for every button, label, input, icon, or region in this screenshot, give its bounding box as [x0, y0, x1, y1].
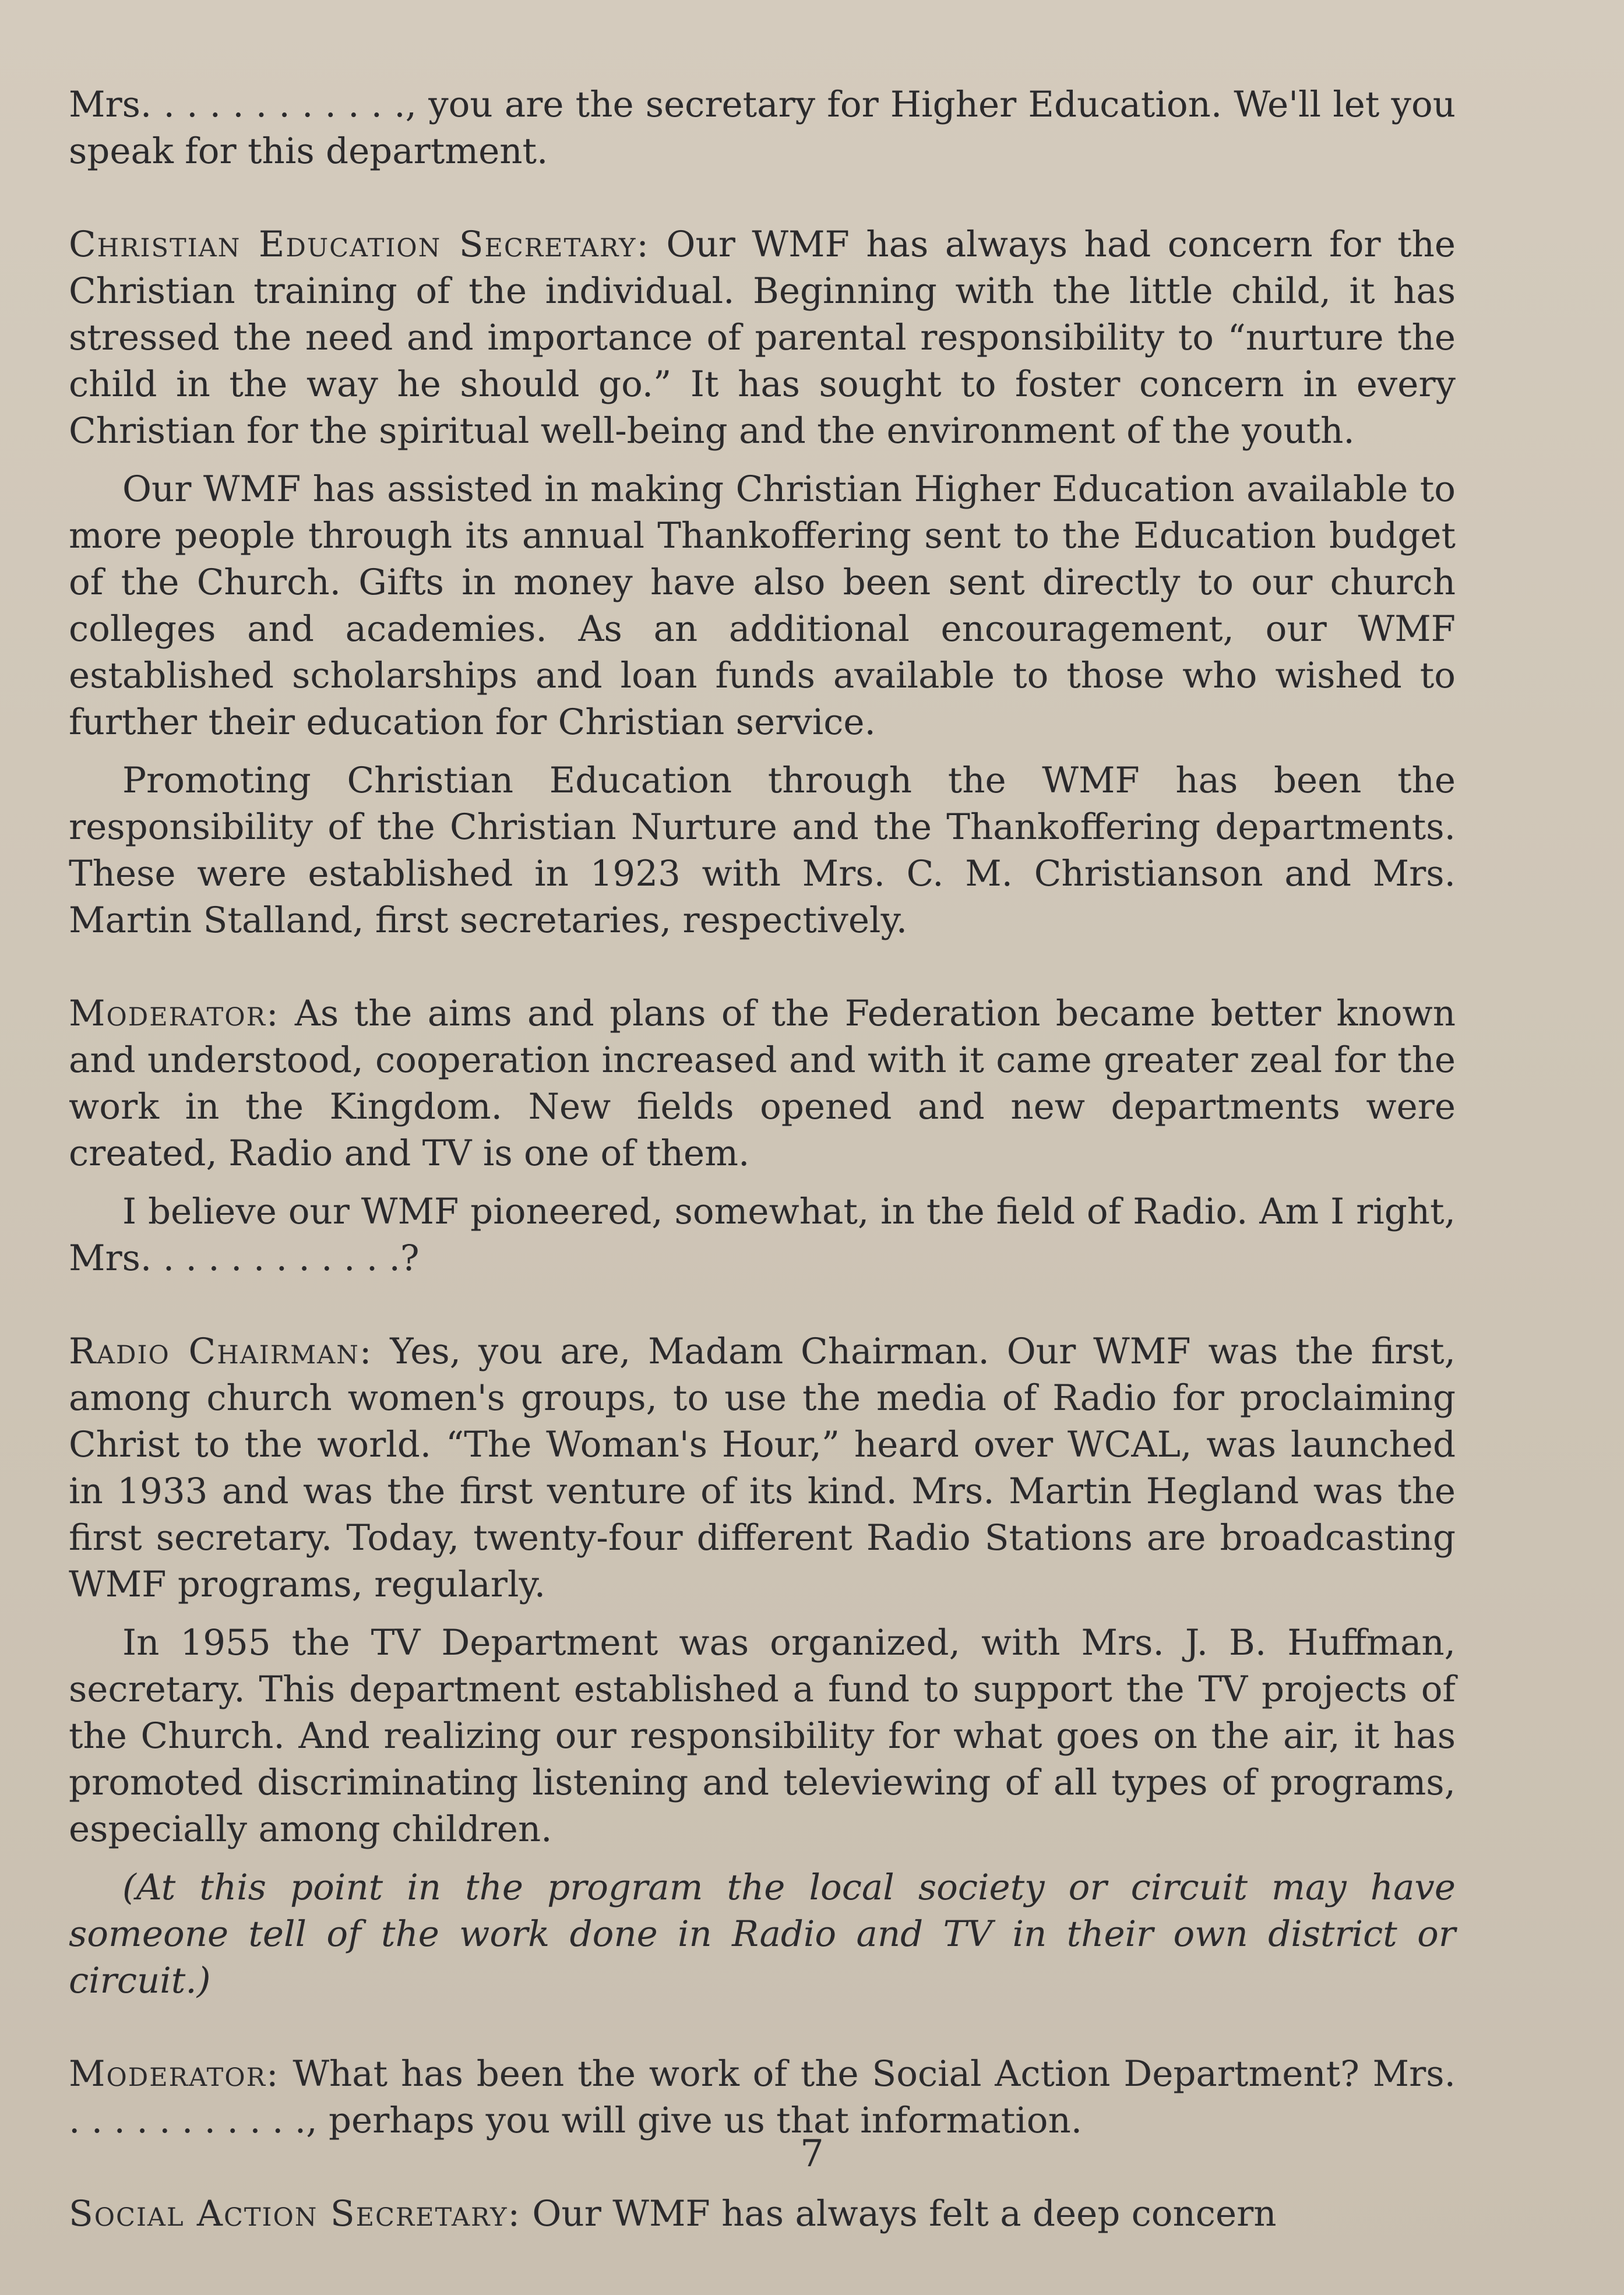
paragraph-text: Yes, you are, Madam Chairman. Our WMF was the first, among church women's groups, to use the media of Radio for proclaiming Christ to the world. “The Woman's Hour,” heard over WCAL, was launched in 1933 and was the first venture of its kind. Mrs. Martin Hegland was the first secretary. Today, twenty-four different Radio Stations are broadcasting WMF programs, regularly.: [69, 1331, 1456, 1605]
paragraph-text: I believe our WMF pioneered, somewhat, in the field of Radio. Am I right, Mrs. . . . . . . . . . . .?: [69, 1191, 1456, 1279]
paragraph-higher-education-thankoffering: [69, 466, 1456, 746]
paragraph-text: Our WMF has always felt a deep concern: [521, 2193, 1277, 2234]
paragraph-text: Mrs. . . . . . . . . . . ., you are the secretary for Higher Education. We'll let you speak for this department.: [69, 84, 1456, 172]
paragraph-text: What has been the work of the Social Action Department? Mrs. . . . . . . . . . . ., perhaps you will give us that information.: [69, 2053, 1456, 2141]
paragraph-text: Promoting Christian Education through the WMF has been the responsibility of the Christian Nurture and the Thankoffering departments. These were established in 1923 with Mrs. C. M. Christianson and Mrs. Martin Stalland, first secretaries, respectively.: [69, 760, 1456, 941]
paragraph-stage-direction: [69, 1864, 1456, 2004]
paragraph-moderator-radio-tv: [69, 990, 1456, 1177]
paragraph-christian-education-secretary: [69, 221, 1456, 454]
speaker-label: Moderator:: [69, 2053, 280, 2095]
paragraph-text: Our WMF has always had concern for the Christian training of the individual. Beginning with the little child, it has stressed the need and importance of parental responsibility to “nurture the child in the way he should go.” It has sought to foster concern in every Christian for the spiritual well-being and the environment of the youth.: [69, 224, 1456, 452]
paragraph-radio-chairman: [69, 1328, 1456, 1608]
paragraph-text: As the aims and plans of the Federation became better known and understood, cooperation increased and with it came greater zeal for the work in the Kingdom. New fields opened and new departments were created, Radio and TV is one of them.: [69, 993, 1456, 1174]
paragraph-text: Our WMF has assisted in making Christian Higher Education available to more people through its annual Thankoffering sent to the Education budget of the Church. Gifts in money have also been sent directly to our church colleges and academies. As an additional encouragement, our WMF established scholarships and loan funds available to those who wished to further their education for Christian service.: [69, 468, 1456, 743]
paragraph-text: (At this point in the program the local society or circuit may have someone tell of the work done in Radio and TV in their own district or circuit.): [69, 1867, 1456, 2001]
paragraph-moderator-social-action: [69, 2051, 1456, 2144]
paragraph-text: In 1955 the TV Department was organized, with Mrs. J. B. Huffman, secretary. This department established a fund to support the TV projects of the Church. And realizing our responsibility for what goes on the air, it has promoted discriminating listening and televiewing of all types of programs, especially among children.: [69, 1622, 1456, 1850]
paragraph-radio-question: [69, 1189, 1456, 1282]
speaker-label: Christian Education Secretary:: [69, 224, 650, 265]
paragraph-christian-nurture: [69, 757, 1456, 944]
page-number: 7: [800, 2132, 824, 2176]
paragraph-higher-education-intro: [69, 82, 1456, 175]
speaker-label: Radio Chairman:: [69, 1331, 373, 1372]
paragraph-tv-department: [69, 1620, 1456, 1853]
body-text: [69, 82, 1456, 2237]
paragraph-social-action-secretary: [69, 2191, 1456, 2237]
speaker-label: Social Action Secretary:: [69, 2193, 522, 2234]
speaker-label: Moderator:: [69, 993, 280, 1034]
